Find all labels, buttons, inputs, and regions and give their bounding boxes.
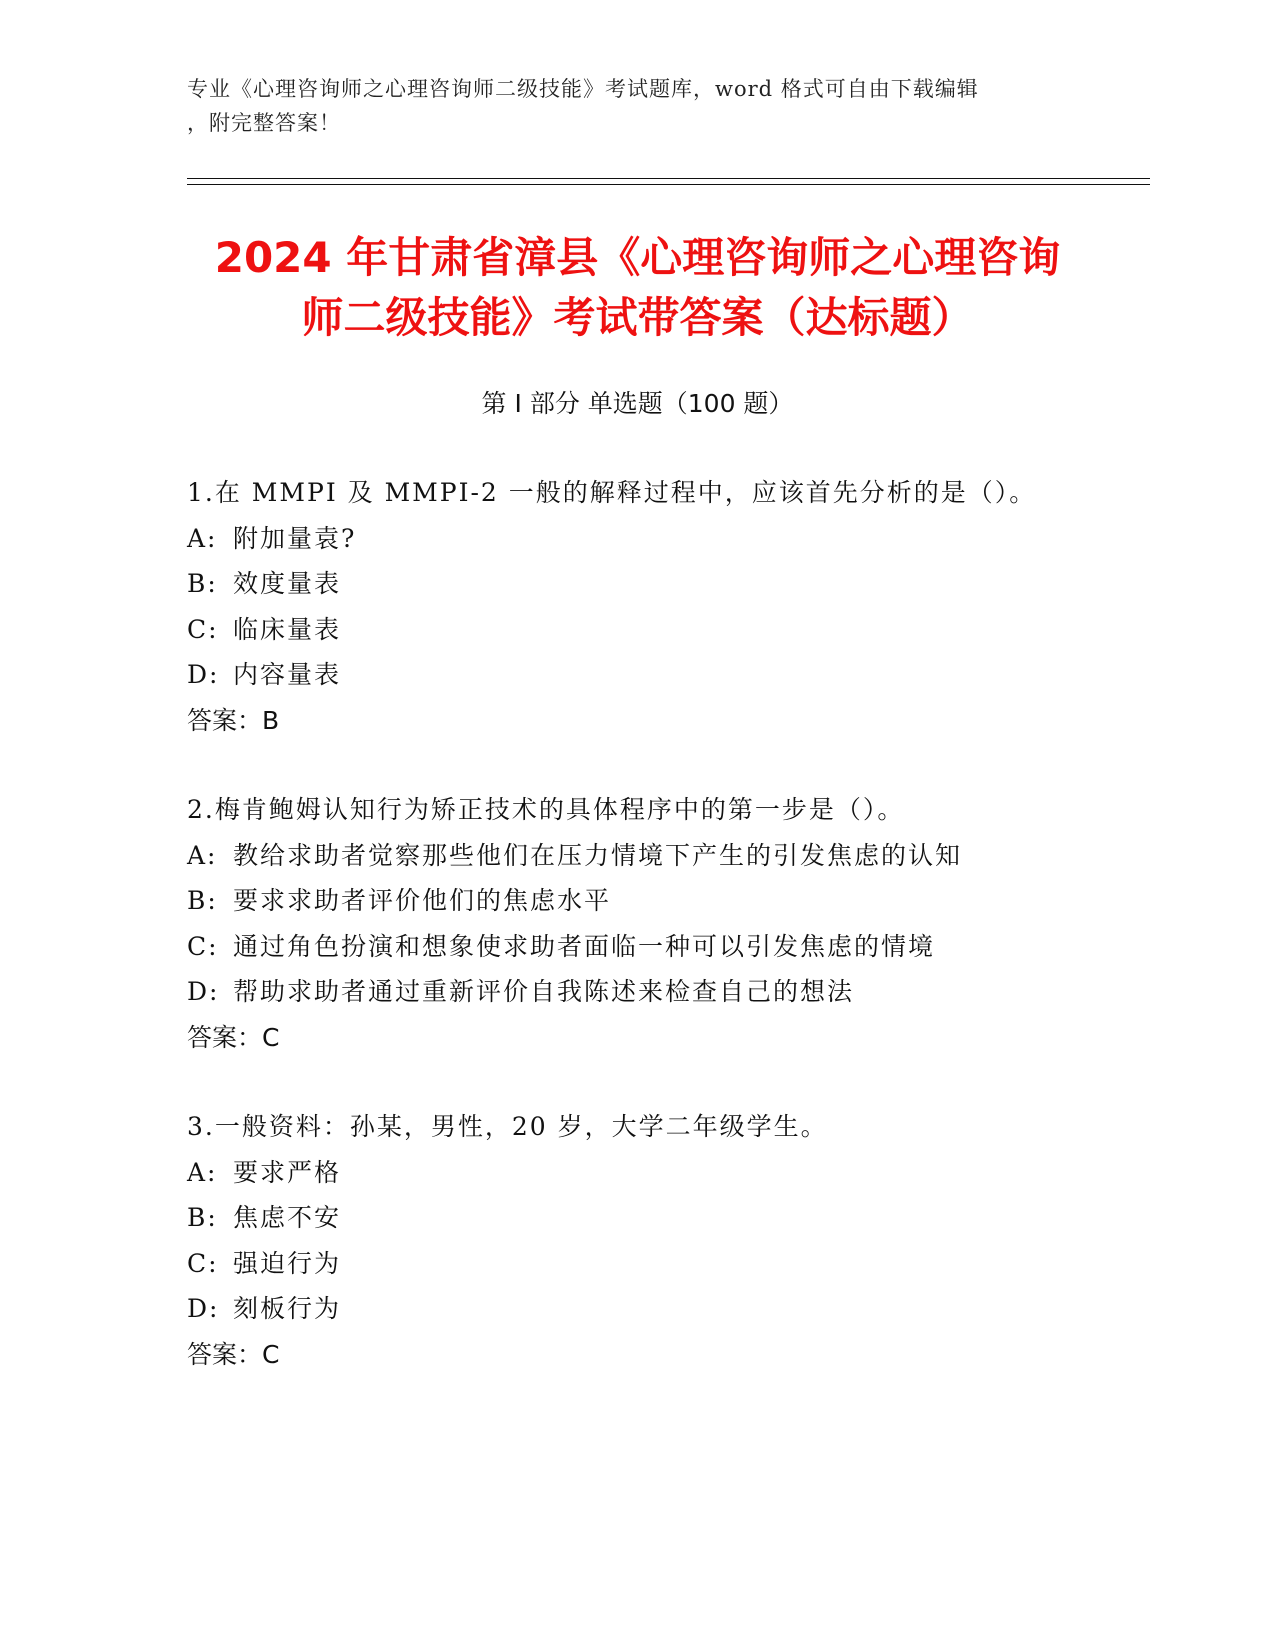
option-text: 强迫行为: [233, 1248, 342, 1278]
option-text: 通过角色扮演和想象使求助者面临一种可以引发焦虑的情境: [233, 931, 936, 961]
option-text: 刻板行为: [233, 1294, 342, 1323]
question-stem: 3.一般资料：孙某，男性，20 岁，大学二年级学生。: [187, 1112, 828, 1141]
option-letter: C:: [187, 614, 219, 644]
option-a: [187, 516, 1147, 562]
option-d: [187, 652, 1147, 698]
question-stem: 2.梅肯鲍姆认知行为矫正技术的具体程序中的第一步是（）。: [187, 795, 905, 824]
option-text: 内容量表: [233, 660, 342, 689]
option-c: [187, 924, 1147, 970]
question-list: [187, 470, 1147, 1421]
option-letter: D:: [187, 977, 220, 1006]
option-a: [187, 1150, 1147, 1196]
option-c: [187, 607, 1147, 653]
option-letter: A:: [187, 840, 218, 870]
option-letter: D:: [187, 660, 220, 689]
option-text: 附加量袁?: [233, 523, 357, 553]
document-title-line-1: 2024 年甘肃省漳县《心理咨询师之心理咨询: [214, 233, 1061, 282]
answer: 答案：B: [187, 705, 280, 735]
option-text: 效度量表: [233, 569, 342, 598]
section-heading: 第 I 部分 单选题（100 题）: [481, 389, 794, 418]
option-letter: A:: [187, 1157, 218, 1187]
option-letter: B:: [187, 1203, 218, 1232]
option-b: [187, 561, 1147, 607]
option-letter: B:: [187, 569, 218, 598]
option-letter: C:: [187, 931, 219, 961]
option-text: 要求求助者评价他们的焦虑水平: [233, 886, 612, 915]
option-c: [187, 1241, 1147, 1287]
question-2: [187, 787, 1147, 1060]
document-title-line-2: 师二级技能》考试带答案（达标题）: [301, 293, 974, 342]
option-text: 焦虑不安: [233, 1203, 342, 1232]
header-note: [187, 72, 1087, 140]
option-letter: C:: [187, 1248, 219, 1278]
header-note-line-1: 专业《心理咨询师之心理咨询师二级技能》考试题库，word 格式可自由下载编辑: [187, 77, 979, 101]
header-divider-bottom: [187, 184, 1150, 185]
header-divider-top: [187, 178, 1150, 179]
option-letter: B:: [187, 886, 218, 915]
option-letter: D:: [187, 1294, 220, 1323]
option-text: 临床量表: [233, 614, 342, 644]
question-1: [187, 470, 1147, 743]
question-3: [187, 1104, 1147, 1377]
question-stem: 1.在 MMPI 及 MMPI-2 一般的解释过程中，应该首先分析的是（）。: [187, 478, 1037, 507]
answer: 答案：C: [187, 1022, 280, 1052]
option-text: 要求严格: [233, 1157, 342, 1187]
header-note-line-2: ，附完整答案！: [187, 111, 341, 135]
option-text: 教给求助者觉察那些他们在压力情境下产生的引发焦虑的认知: [233, 840, 963, 870]
answer: 答案：C: [187, 1339, 280, 1369]
document-title: [150, 228, 1125, 348]
option-a: [187, 833, 1147, 879]
option-text: 帮助求助者通过重新评价自我陈述来检查自己的想法: [233, 977, 855, 1006]
option-d: [187, 1286, 1147, 1332]
option-b: [187, 1195, 1147, 1241]
option-b: [187, 878, 1147, 924]
option-letter: A:: [187, 523, 218, 553]
option-d: [187, 969, 1147, 1015]
